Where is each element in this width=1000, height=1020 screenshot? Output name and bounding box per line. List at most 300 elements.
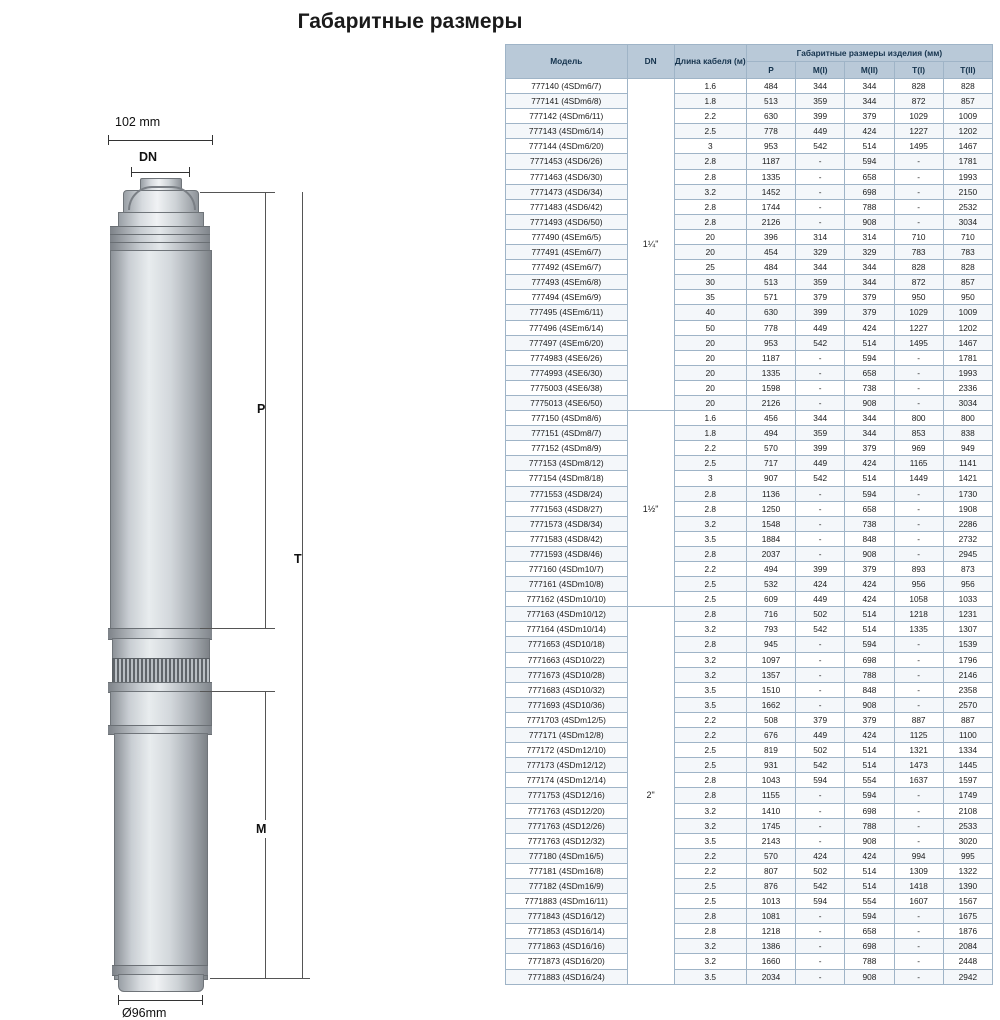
table-row [506, 124, 993, 139]
cable: 2.8 [674, 607, 746, 622]
table-row [506, 667, 993, 682]
cable: 50 [674, 320, 746, 335]
header-dn: DN [627, 45, 674, 79]
table-row [506, 214, 993, 229]
cable: 2.8 [674, 909, 746, 924]
table-row [506, 305, 993, 320]
t1: 1321 [894, 743, 943, 758]
p-dimension-label: P [257, 402, 266, 416]
m1: 314 [796, 229, 845, 244]
model: 7771763 (4SD12/26) [506, 818, 628, 833]
cable: 3.5 [674, 531, 746, 546]
p: 570 [746, 441, 795, 456]
cable: 3.2 [674, 622, 746, 637]
t1: - [894, 788, 943, 803]
model: 7771703 (4SDm12/5) [506, 712, 628, 727]
m2: 658 [845, 924, 894, 939]
table-row [506, 788, 993, 803]
model: 777163 (4SDm10/12) [506, 607, 628, 622]
model: 777144 (4SDm6/20) [506, 139, 628, 154]
m2: 514 [845, 758, 894, 773]
t2: 1202 [943, 320, 992, 335]
table-row [506, 697, 993, 712]
p: 1043 [746, 773, 795, 788]
m1: 542 [796, 878, 845, 893]
cable: 3.2 [674, 184, 746, 199]
t2: 2448 [943, 954, 992, 969]
t1: 872 [894, 94, 943, 109]
t2: 1445 [943, 758, 992, 773]
t1: - [894, 939, 943, 954]
bottom-diameter-label: Ø96mm [122, 1006, 167, 1020]
table-row [506, 954, 993, 969]
table-row [506, 833, 993, 848]
model: 7771693 (4SD10/36) [506, 697, 628, 712]
m2: 514 [845, 622, 894, 637]
model: 7775003 (4SE6/38) [506, 380, 628, 395]
m2: 594 [845, 486, 894, 501]
t1: 1227 [894, 320, 943, 335]
table-row [506, 275, 993, 290]
t1: - [894, 803, 943, 818]
cable: 2.8 [674, 486, 746, 501]
m2: 514 [845, 743, 894, 758]
p: 494 [746, 426, 795, 441]
dn-group-cell: 1½" [627, 411, 674, 607]
table-row [506, 592, 993, 607]
t1: 893 [894, 562, 943, 577]
model: 7771763 (4SD12/20) [506, 803, 628, 818]
t2: 3020 [943, 833, 992, 848]
t1: 1607 [894, 894, 943, 909]
m1: 449 [796, 320, 845, 335]
t1: - [894, 652, 943, 667]
m2: 908 [845, 546, 894, 561]
t1: 828 [894, 260, 943, 275]
cable: 2.5 [674, 758, 746, 773]
m2: 788 [845, 667, 894, 682]
table-row [506, 712, 993, 727]
t2: 1322 [943, 863, 992, 878]
m2: 594 [845, 637, 894, 652]
table-row [506, 260, 993, 275]
m2: 788 [845, 199, 894, 214]
t-dimension-label: T [294, 552, 302, 566]
m2: 424 [845, 592, 894, 607]
model: 7771753 (4SD12/16) [506, 788, 628, 803]
cable: 3.5 [674, 833, 746, 848]
model: 7771483 (4SD6/42) [506, 199, 628, 214]
m2: 594 [845, 909, 894, 924]
cable: 40 [674, 305, 746, 320]
t1: 710 [894, 229, 943, 244]
cable: 1.6 [674, 411, 746, 426]
dn-group-cell: 2" [627, 607, 674, 984]
t2: 2336 [943, 380, 992, 395]
t2: 1421 [943, 471, 992, 486]
dimensions-table [505, 44, 993, 985]
table-row [506, 169, 993, 184]
t2: 995 [943, 848, 992, 863]
m1: - [796, 516, 845, 531]
t2: 2286 [943, 516, 992, 531]
table-row [506, 229, 993, 244]
model: 7771553 (4SD8/24) [506, 486, 628, 501]
model: 7771583 (4SD8/42) [506, 531, 628, 546]
table-row [506, 577, 993, 592]
p: 1386 [746, 939, 795, 954]
model: 7771493 (4SD6/50) [506, 214, 628, 229]
m1: 449 [796, 592, 845, 607]
t1: - [894, 909, 943, 924]
t1: - [894, 954, 943, 969]
m1: - [796, 788, 845, 803]
model: 7771663 (4SD10/22) [506, 652, 628, 667]
t2: 2084 [943, 939, 992, 954]
p: 807 [746, 863, 795, 878]
m2: 848 [845, 531, 894, 546]
table-row [506, 471, 993, 486]
table-row [506, 501, 993, 516]
p: 1744 [746, 199, 795, 214]
m2: 344 [845, 426, 894, 441]
table-row [506, 380, 993, 395]
m2: 424 [845, 320, 894, 335]
cable: 3.5 [674, 969, 746, 984]
table-row [506, 411, 993, 426]
cable: 2.5 [674, 894, 746, 909]
m2: 698 [845, 184, 894, 199]
p: 1155 [746, 788, 795, 803]
m2: 379 [845, 712, 894, 727]
m2: 554 [845, 773, 894, 788]
p: 454 [746, 245, 795, 260]
p: 793 [746, 622, 795, 637]
table-row [506, 350, 993, 365]
t2: 1781 [943, 350, 992, 365]
t2: 2533 [943, 818, 992, 833]
model: 7771563 (4SD8/27) [506, 501, 628, 516]
m1: 399 [796, 305, 845, 320]
model: 777490 (4SEm6/5) [506, 229, 628, 244]
t1: - [894, 667, 943, 682]
t1: - [894, 184, 943, 199]
m1: - [796, 833, 845, 848]
m2: 344 [845, 79, 894, 94]
cable: 2.8 [674, 788, 746, 803]
t2: 2532 [943, 199, 992, 214]
m2: 514 [845, 607, 894, 622]
t2: 950 [943, 290, 992, 305]
p: 778 [746, 124, 795, 139]
top-dimension-label: 102 mm [115, 115, 161, 129]
p: 1081 [746, 909, 795, 924]
p: 508 [746, 712, 795, 727]
p: 571 [746, 290, 795, 305]
p: 1218 [746, 924, 795, 939]
t2: 2570 [943, 697, 992, 712]
table-row [506, 290, 993, 305]
t2: 710 [943, 229, 992, 244]
header-m2: M(II) [845, 62, 894, 79]
p: 778 [746, 320, 795, 335]
m1: - [796, 924, 845, 939]
cable: 30 [674, 275, 746, 290]
t2: 2146 [943, 667, 992, 682]
cable: 20 [674, 395, 746, 410]
dn-group-cell: 1¼" [627, 79, 674, 411]
table-row [506, 456, 993, 471]
cable: 20 [674, 245, 746, 260]
table-row [506, 154, 993, 169]
t1: - [894, 380, 943, 395]
table-row [506, 546, 993, 561]
p: 1187 [746, 154, 795, 169]
model: 777495 (4SEm6/11) [506, 305, 628, 320]
cable: 1.8 [674, 94, 746, 109]
m2: 594 [845, 154, 894, 169]
m1: 542 [796, 335, 845, 350]
cable: 2.5 [674, 124, 746, 139]
table-row [506, 486, 993, 501]
t2: 1730 [943, 486, 992, 501]
cable: 2.8 [674, 154, 746, 169]
p: 1136 [746, 486, 795, 501]
m1: 594 [796, 894, 845, 909]
m2: 848 [845, 682, 894, 697]
m1: - [796, 954, 845, 969]
model: 777142 (4SDm6/11) [506, 109, 628, 124]
model: 7771453 (4SD6/26) [506, 154, 628, 169]
cable: 2.8 [674, 169, 746, 184]
m2: 594 [845, 788, 894, 803]
m1: - [796, 365, 845, 380]
m1: 424 [796, 848, 845, 863]
table-row [506, 894, 993, 909]
m1: - [796, 546, 845, 561]
t1: - [894, 214, 943, 229]
model: 7771763 (4SD12/32) [506, 833, 628, 848]
table-row [506, 94, 993, 109]
cable: 2.5 [674, 878, 746, 893]
cable: 2.8 [674, 501, 746, 516]
m1: 329 [796, 245, 845, 260]
cable: 2.8 [674, 773, 746, 788]
t1: 1029 [894, 305, 943, 320]
m2: 424 [845, 124, 894, 139]
m2: 379 [845, 441, 894, 456]
cable: 2.5 [674, 577, 746, 592]
m1: 502 [796, 607, 845, 622]
t2: 1141 [943, 456, 992, 471]
m2: 908 [845, 697, 894, 712]
t2: 1334 [943, 743, 992, 758]
t1: 1418 [894, 878, 943, 893]
m1: - [796, 486, 845, 501]
cable: 3 [674, 139, 746, 154]
m1: - [796, 637, 845, 652]
cable: 3.2 [674, 652, 746, 667]
p: 1745 [746, 818, 795, 833]
t2: 887 [943, 712, 992, 727]
t2: 1993 [943, 365, 992, 380]
cable: 3.2 [674, 667, 746, 682]
p: 630 [746, 109, 795, 124]
t2: 2732 [943, 531, 992, 546]
t1: 1218 [894, 607, 943, 622]
t1: - [894, 969, 943, 984]
t1: - [894, 516, 943, 531]
model: 777172 (4SDm12/10) [506, 743, 628, 758]
model: 777143 (4SDm6/14) [506, 124, 628, 139]
table-row [506, 773, 993, 788]
m2: 344 [845, 260, 894, 275]
p: 396 [746, 229, 795, 244]
m1: 379 [796, 712, 845, 727]
m1: 379 [796, 290, 845, 305]
m2: 344 [845, 275, 894, 290]
m1: 594 [796, 773, 845, 788]
p: 945 [746, 637, 795, 652]
m1: - [796, 682, 845, 697]
cable: 20 [674, 365, 746, 380]
m1: 399 [796, 441, 845, 456]
m1: 344 [796, 260, 845, 275]
t1: - [894, 199, 943, 214]
cable: 1.6 [674, 79, 746, 94]
table-row [506, 245, 993, 260]
t2: 2358 [943, 682, 992, 697]
p: 532 [746, 577, 795, 592]
p: 2143 [746, 833, 795, 848]
m2: 424 [845, 456, 894, 471]
m2: 424 [845, 577, 894, 592]
table-row [506, 969, 993, 984]
t2: 2945 [943, 546, 992, 561]
table-row [506, 682, 993, 697]
m1: - [796, 939, 845, 954]
t2: 1597 [943, 773, 992, 788]
t1: - [894, 697, 943, 712]
t1: 956 [894, 577, 943, 592]
t1: 950 [894, 290, 943, 305]
p: 1335 [746, 169, 795, 184]
header-p: P [746, 62, 795, 79]
cable: 25 [674, 260, 746, 275]
t2: 857 [943, 275, 992, 290]
m2: 594 [845, 350, 894, 365]
m1: 359 [796, 94, 845, 109]
t1: - [894, 546, 943, 561]
p: 630 [746, 305, 795, 320]
t1: 1495 [894, 335, 943, 350]
cable: 2.5 [674, 456, 746, 471]
t1: - [894, 833, 943, 848]
cable: 3 [674, 471, 746, 486]
t2: 828 [943, 79, 992, 94]
model: 777181 (4SDm16/8) [506, 863, 628, 878]
table-row [506, 365, 993, 380]
t2: 857 [943, 94, 992, 109]
cable: 20 [674, 335, 746, 350]
m2: 379 [845, 562, 894, 577]
m-dimension-label: M [256, 822, 267, 836]
m2: 514 [845, 878, 894, 893]
header-m1: M(I) [796, 62, 845, 79]
t1: - [894, 531, 943, 546]
t2: 1467 [943, 335, 992, 350]
p: 2034 [746, 969, 795, 984]
m2: 344 [845, 411, 894, 426]
m1: - [796, 818, 845, 833]
m2: 514 [845, 335, 894, 350]
table-row [506, 395, 993, 410]
m1: - [796, 350, 845, 365]
p: 717 [746, 456, 795, 471]
cable: 2.8 [674, 924, 746, 939]
m2: 514 [845, 471, 894, 486]
t2: 2942 [943, 969, 992, 984]
table-row [506, 516, 993, 531]
m2: 424 [845, 848, 894, 863]
m1: - [796, 652, 845, 667]
cable: 2.2 [674, 848, 746, 863]
header-cable: Длина кабеля (м) [674, 45, 746, 79]
t1: 872 [894, 275, 943, 290]
m1: - [796, 909, 845, 924]
table-row [506, 562, 993, 577]
m1: 542 [796, 622, 845, 637]
model: 777180 (4SDm16/5) [506, 848, 628, 863]
cable: 1.8 [674, 426, 746, 441]
model: 777174 (4SDm12/14) [506, 773, 628, 788]
t2: 1100 [943, 728, 992, 743]
table-row [506, 878, 993, 893]
table-row [506, 184, 993, 199]
m1: - [796, 501, 845, 516]
m2: 314 [845, 229, 894, 244]
t2: 956 [943, 577, 992, 592]
p: 2037 [746, 546, 795, 561]
p: 1250 [746, 501, 795, 516]
m1: - [796, 199, 845, 214]
m1: - [796, 697, 845, 712]
m1: 542 [796, 758, 845, 773]
m1: 359 [796, 426, 845, 441]
t1: - [894, 486, 943, 501]
model: 7771843 (4SD16/12) [506, 909, 628, 924]
m2: 658 [845, 365, 894, 380]
t1: - [894, 501, 943, 516]
m1: 449 [796, 728, 845, 743]
table-row [506, 637, 993, 652]
table-row [506, 924, 993, 939]
cable: 3.2 [674, 818, 746, 833]
model: 777141 (4SDm6/8) [506, 94, 628, 109]
model: 777150 (4SDm8/6) [506, 411, 628, 426]
model: 7771853 (4SD16/14) [506, 924, 628, 939]
t1: 800 [894, 411, 943, 426]
table-row [506, 426, 993, 441]
p: 1187 [746, 350, 795, 365]
p: 1662 [746, 697, 795, 712]
table-row [506, 79, 993, 94]
p: 1598 [746, 380, 795, 395]
model: 7775013 (4SE6/50) [506, 395, 628, 410]
t2: 1390 [943, 878, 992, 893]
p: 1884 [746, 531, 795, 546]
model: 7771873 (4SD16/20) [506, 954, 628, 969]
